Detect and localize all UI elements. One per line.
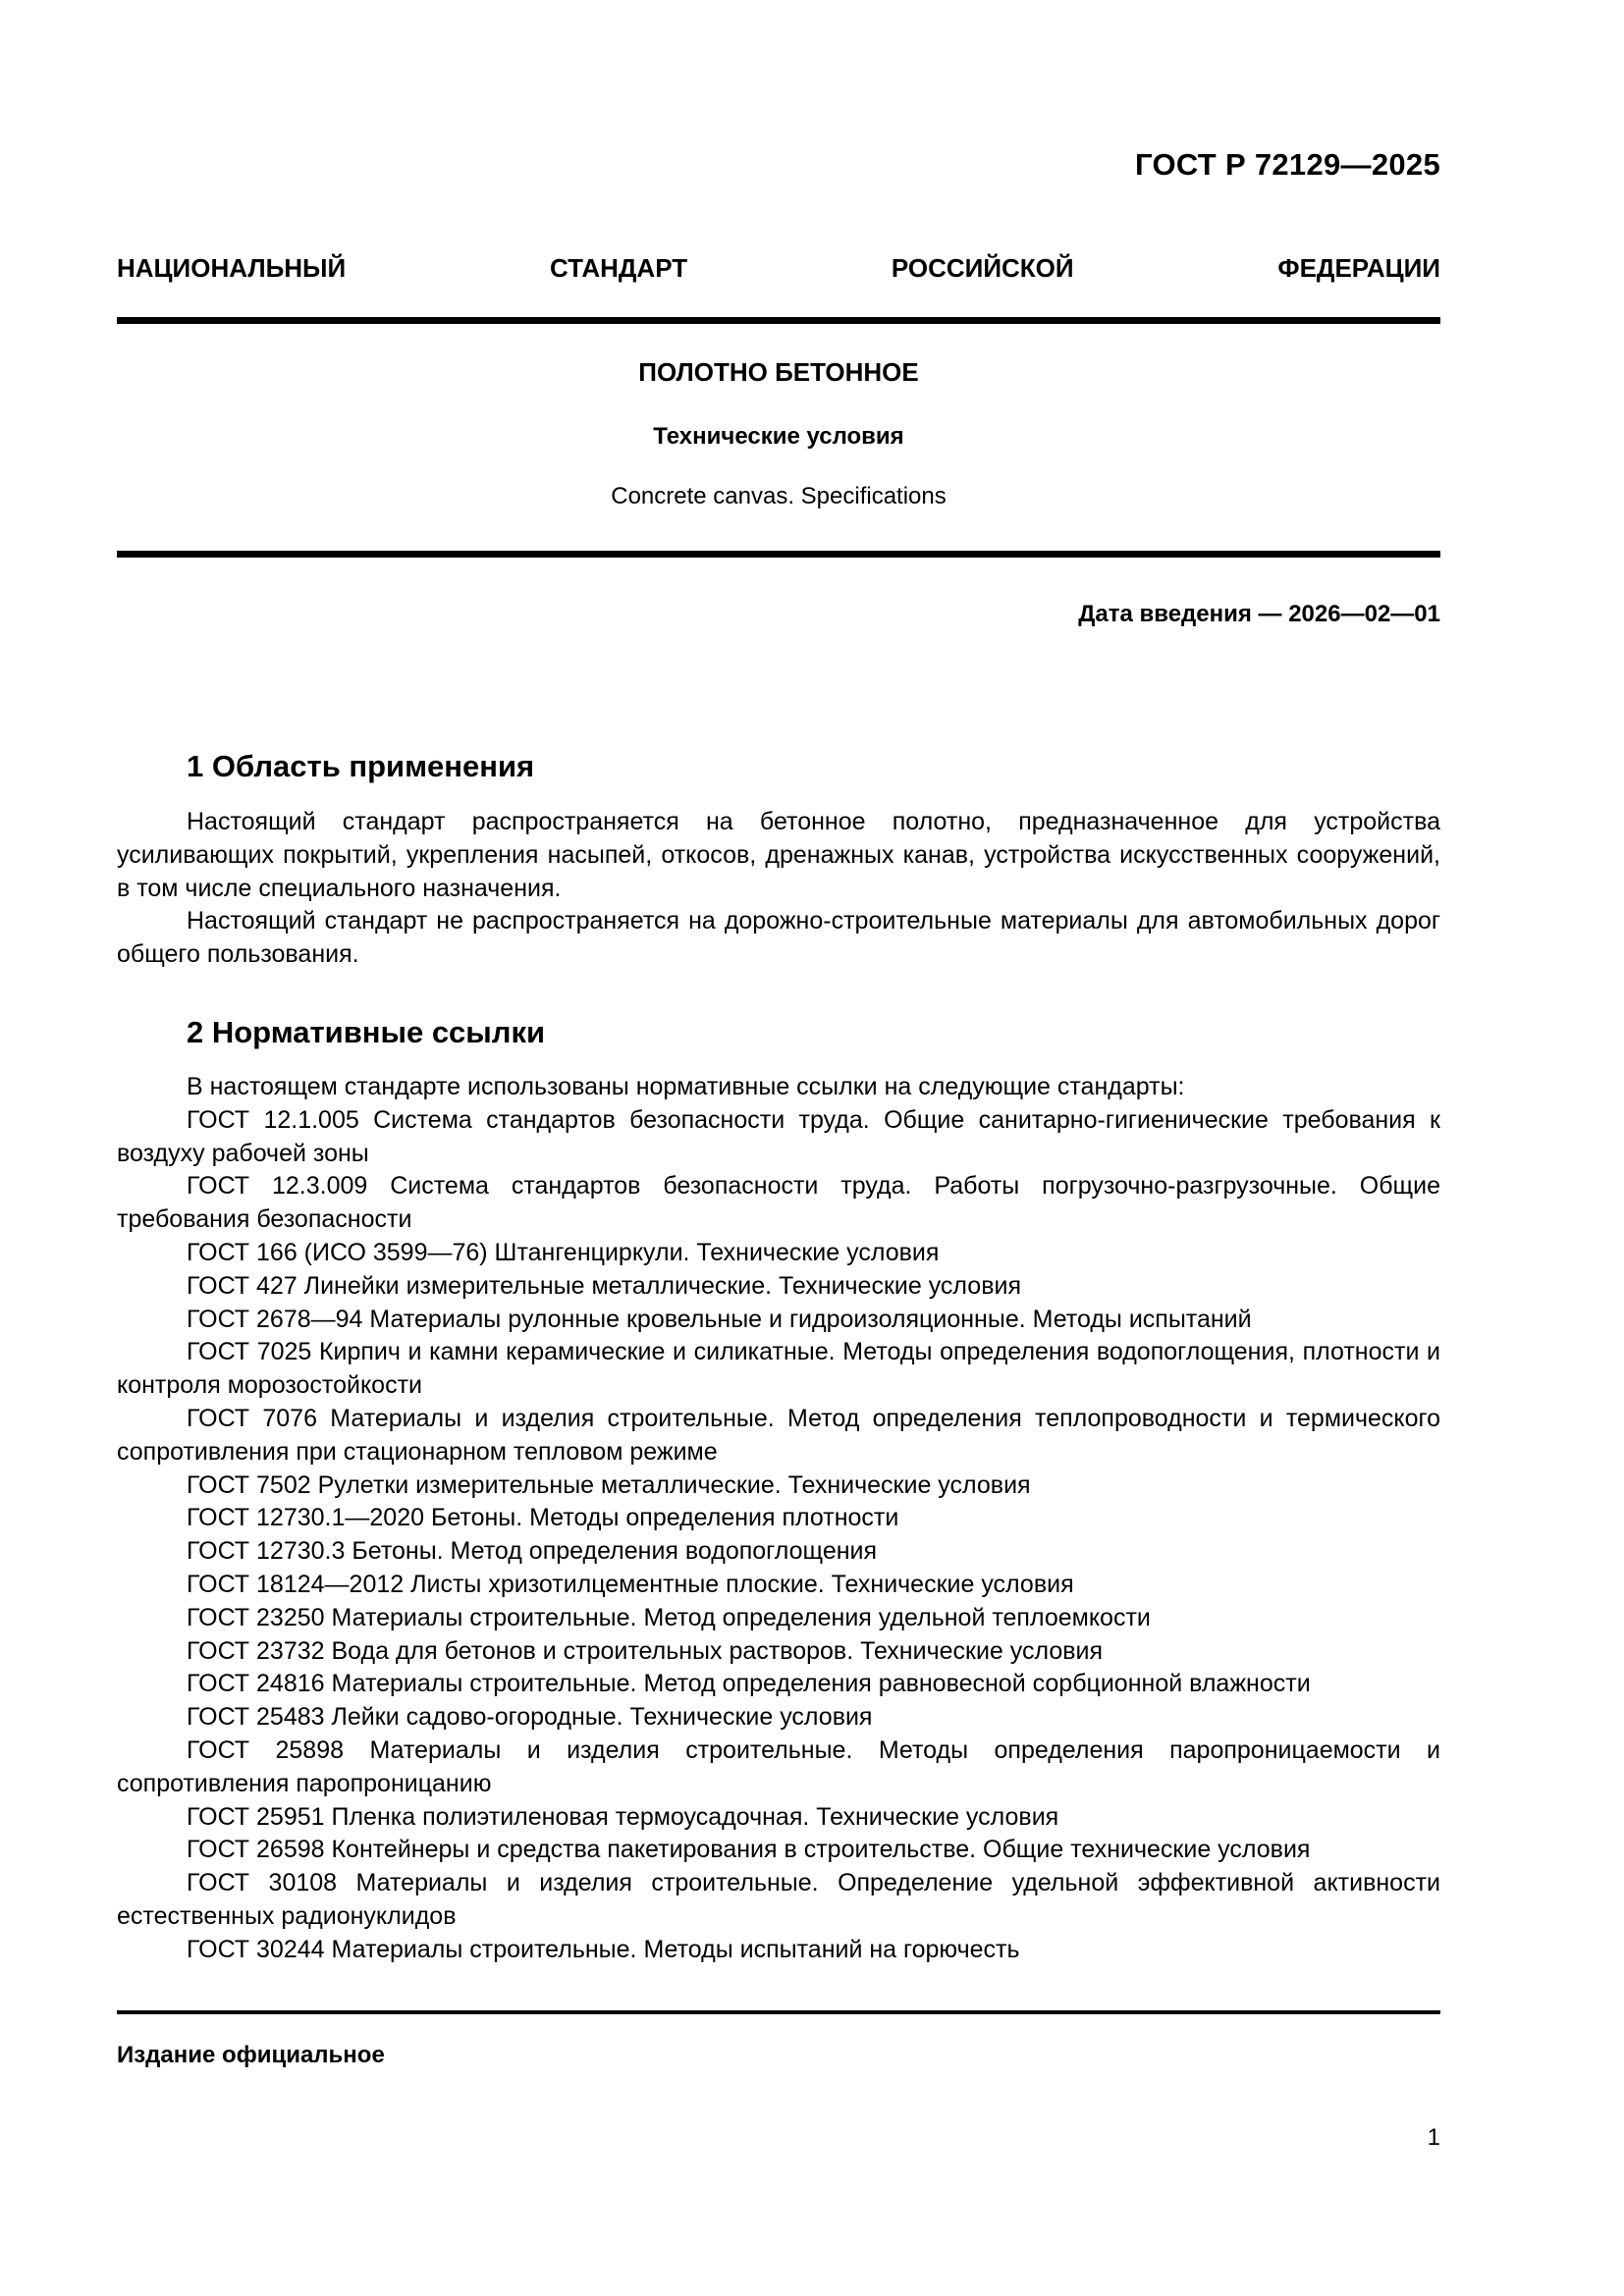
english-title: Concrete canvas. Specifications <box>611 483 947 509</box>
reference-item: ГОСТ 7502 Рулетки измерительные металлические. Технические условия <box>187 1470 1031 1499</box>
reference-item: ГОСТ 18124—2012 Листы хризотилцементные плоские. Технические условия <box>187 1570 1074 1598</box>
reference-item: ГОСТ 30108 Материалы и изделия строительные. Определение удельной эффективной активности естественных радионуклидов <box>117 1869 1440 1930</box>
reference-item: ГОСТ 7076 Материалы и изделия строительные. Метод определения теплопроводности и термического сопротивления при стационарном тепловом режиме <box>117 1404 1440 1466</box>
standard-type-heading: НАЦИОНАЛЬНЫЙ СТАНДАРТ РОССИЙСКОЙ ФЕДЕРАЦИИ <box>117 253 1440 283</box>
reference-item: ГОСТ 23250 Материалы строительные. Метод определения удельной теплоемкости <box>187 1603 1151 1631</box>
title-divider <box>117 551 1440 558</box>
introduction-date: Дата введения — 2026—02—01 <box>1078 601 1440 627</box>
reference-item: ГОСТ 25898 Материалы и изделия строительные. Методы определения паропроницаемости и сопротивления паропроницанию <box>117 1735 1440 1797</box>
section-heading-scope: 1 Область применения <box>187 749 535 783</box>
reference-item: ГОСТ 2678—94 Материалы рулонные кровельные и гидроизоляционные. Методы испытаний <box>187 1305 1252 1333</box>
reference-item: ГОСТ 12.1.005 Система стандартов безопасности труда. Общие санитарно-гигиенические требования к воздуху рабочей зоны <box>117 1105 1440 1167</box>
section-heading-references: 2 Нормативные ссылки <box>187 1015 546 1049</box>
document-subtitle: Технические условия <box>653 423 904 450</box>
paragraph: Настоящий стандарт не распространяется на дорожно-строительные материалы для автомобильных дорог общего пользования. <box>117 907 1440 969</box>
reference-item: ГОСТ 12.3.009 Система стандартов безопасности труда. Работы погрузочно-разгрузочные. Общие требования безопасности <box>117 1172 1440 1234</box>
reference-item: ГОСТ 25483 Лейки садово-огородные. Технические условия <box>187 1703 873 1732</box>
references-list <box>117 1071 1440 1967</box>
paragraph: Настоящий стандарт распространяется на бетонное полотно, предназначенное для устройства усиливающих покрытий, укрепления насыпей, откосов, дренажных канав, устройства искусственных сооружений, в том числе специального назначения. <box>117 808 1440 902</box>
document-number: ГОСТ Р 72129—2025 <box>1135 147 1440 182</box>
reference-item: ГОСТ 7025 Кирпич и камни керамические и силикатные. Методы определения водопоглощения, плотности и контроля морозостойкости <box>117 1338 1440 1400</box>
top-divider <box>117 317 1440 324</box>
document-title: ПОЛОТНО БЕТОННОЕ <box>638 357 919 387</box>
reference-item: ГОСТ 24816 Материалы строительные. Метод определения равновесной сорбционной влажности <box>187 1670 1311 1698</box>
reference-item: ГОСТ 23732 Вода для бетонов и строительных растворов. Технические условия <box>187 1636 1104 1665</box>
footer-divider <box>117 2010 1440 2014</box>
reference-item: ГОСТ 166 (ИСО 3599—76) Штангенциркули. Технические условия <box>187 1238 940 1266</box>
page-number: 1 <box>1427 2124 1440 2151</box>
reference-item: ГОСТ 25951 Пленка полиэтиленовая термоусадочная. Технические условия <box>187 1802 1059 1831</box>
reference-item: ГОСТ 12730.1—2020 Бетоны. Методы определения плотности <box>187 1504 899 1532</box>
reference-item: ГОСТ 26598 Контейнеры и средства пакетирования в строительстве. Общие технические условия <box>187 1836 1311 1864</box>
reference-item: ГОСТ 427 Линейки измерительные металлические. Технические условия <box>187 1271 1021 1300</box>
section-scope-body <box>117 806 1440 972</box>
reference-item: ГОСТ 30244 Материалы строительные. Методы испытаний на горючесть <box>187 1935 1020 1963</box>
references-intro: В настоящем стандарте использованы нормативные ссылки на следующие стандарты: <box>187 1073 1185 1100</box>
reference-item: ГОСТ 12730.3 Бетоны. Метод определения водопоглощения <box>187 1537 878 1566</box>
official-edition-label: Издание официальное <box>117 2042 385 2068</box>
